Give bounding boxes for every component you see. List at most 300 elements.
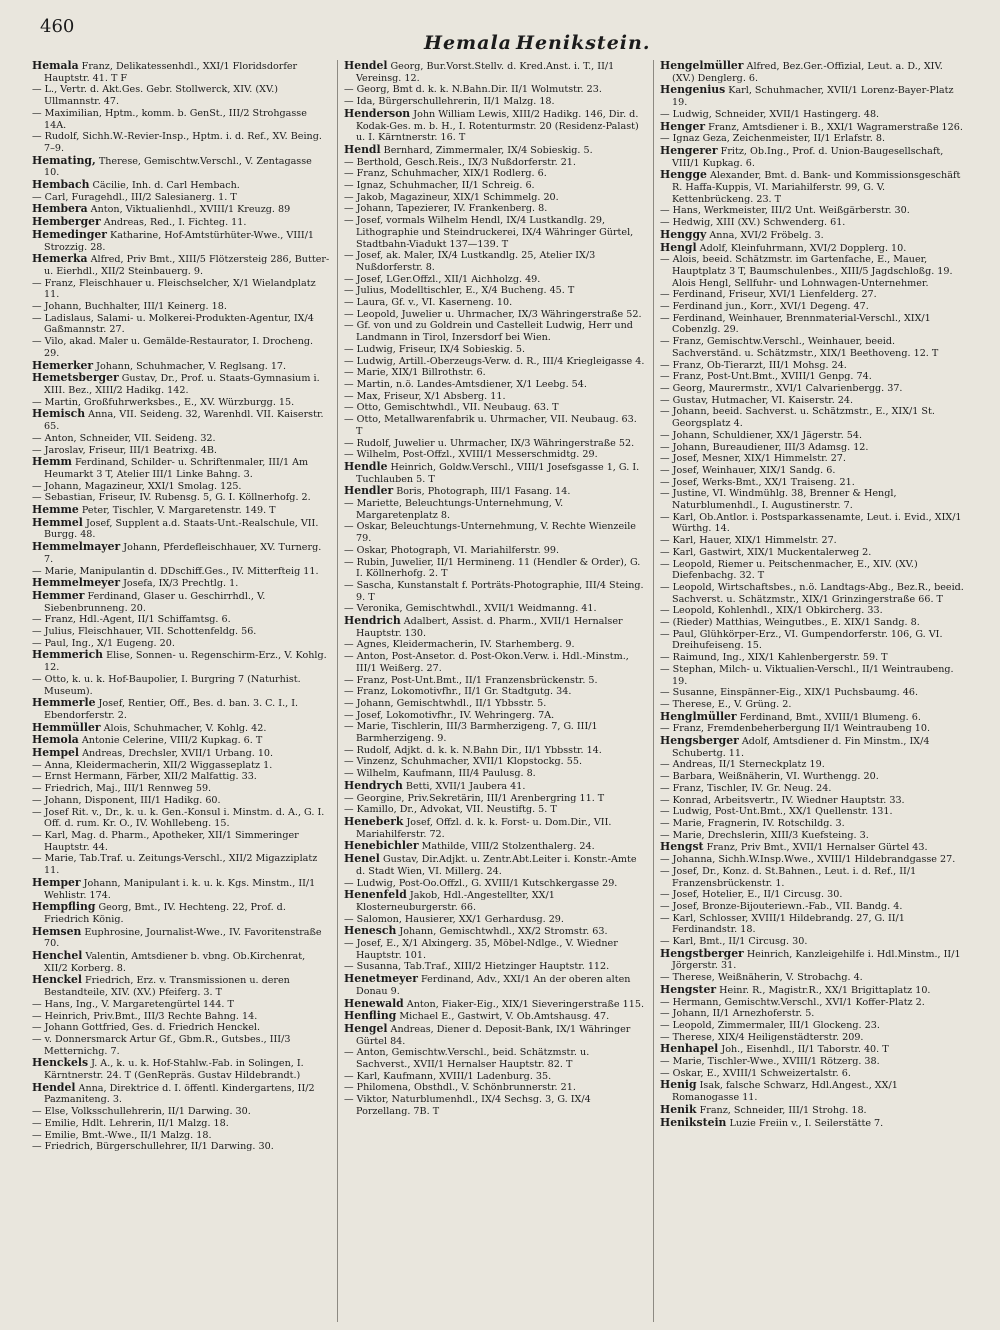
directory-entry xyxy=(344,674,646,687)
directory-entry xyxy=(344,792,646,805)
directory-column-2 xyxy=(344,60,646,1322)
entry-details: — Emilie, Bmt.-Wwe., II/1 Malzg. 18. xyxy=(32,1129,212,1141)
directory-entry xyxy=(660,900,966,913)
entry-details: — Karl, Gastwirt, XIX/1 Muckentalerweg 2. xyxy=(660,546,872,558)
directory-entry xyxy=(660,406,966,430)
directory-entry xyxy=(660,464,966,477)
directory-entry xyxy=(660,663,966,687)
entry-details: — Ignaz Geza, Zeichenmeister, II/1 Erlafstr. 8. xyxy=(660,133,885,145)
entry-details: — Stephan, Milch- u. Viktualien-Verschl., II/1 Weintraubeng. 19. xyxy=(660,663,954,687)
directory-entry xyxy=(660,1042,966,1056)
entry-details: — Josef, Weinhauer, XIX/1 Sandg. 6. xyxy=(660,464,836,476)
entry-details: — Hans, Werkmeister, III/2 Unt. Weißgärberstr. 30. xyxy=(660,205,910,217)
directory-entry xyxy=(32,540,330,565)
directory-entry xyxy=(344,142,646,157)
directory-entry xyxy=(32,875,330,901)
directory-entry xyxy=(660,289,966,301)
entry-details: — Ferdinand, Friseur, XVI/1 Lienfelderg. 27. xyxy=(660,289,877,301)
entry-details: Anna, XVI/2 Fröbelg. 3. xyxy=(709,229,824,241)
directory-entry xyxy=(660,476,966,489)
entry-surname: Hendrich xyxy=(344,614,401,628)
entry-details: — Rudolf, Adjkt. d. k. k. N.Bahn Dir., II/1 Ybbsstr. 14. xyxy=(344,744,602,756)
entry-details: Heinr. R., Magistr.R., XX/1 Brigittaplatz 10. xyxy=(719,984,931,996)
directory-entry xyxy=(344,1094,646,1117)
entry-details: Valentin, Amtsdiener b. vbng. Ob.Kirchenrat, XII/2 Korberg. 8. xyxy=(44,951,306,974)
entry-details: Bernhard, Zimmermaler, IX/4 Sobieskig. 5. xyxy=(383,144,593,156)
directory-entry xyxy=(660,429,966,442)
entry-details: Katharine, Hof-Amtstürhüter-Wwe., VIII/1 Strozzig. 28. xyxy=(44,229,315,253)
directory-entry xyxy=(344,84,646,96)
entry-details: — Max, Friseur, X/1 Absberg. 11. xyxy=(344,390,506,402)
directory-entry xyxy=(32,1117,330,1130)
entry-details: — Georgine, Priv.Sekretärin, III/1 Arenbergring 11. T xyxy=(344,792,605,804)
directory-entry xyxy=(660,371,966,383)
entry-details: — Otto, Gemischtwhdl., VII. Neubaug. 63. T xyxy=(344,402,559,414)
entry-surname: Henfling xyxy=(344,1009,397,1023)
directory-entry xyxy=(344,320,646,344)
directory-entry xyxy=(344,308,646,321)
entry-details: — Leopold, Kohlenhdl., XIX/1 Obkircherg. 33. xyxy=(660,605,883,617)
directory-entry xyxy=(660,709,966,724)
entry-details: — Josef, Bronze-Bijouteriewn.-Fab., VII. Bandg. 4. xyxy=(660,900,903,912)
entry-details: Gustav, Dr., Prof. u. Staats-Gymnasium i. XIII. Bez., XIII/2 Hadikg. 142. xyxy=(44,373,320,396)
directory-entry xyxy=(660,652,966,664)
directory-entry xyxy=(344,721,646,745)
entry-details: — Paul, Glühkörper-Erz., VI. Gumpendorferstr. 106, G. VI. Dreihufeiseng. 15. xyxy=(660,628,943,652)
entry-details: — Andreas, II/1 Sterneckplatz 19. xyxy=(660,759,825,771)
directory-entry xyxy=(32,759,330,772)
directory-column-3 xyxy=(660,60,966,1322)
directory-entry xyxy=(660,782,966,795)
entry-surname: Hendrych xyxy=(344,778,403,792)
entry-surname: Hengl xyxy=(660,240,697,254)
entry-details: — Maximilian, Hptm., komm. b. GenSt., III/2 Strohgasse 14A. xyxy=(32,107,307,131)
entry-details: — Wilhelm, Kaufmann, III/4 Paulusg. 8. xyxy=(344,768,536,780)
directory-entry xyxy=(344,390,646,403)
entry-details: Therese, Gemischtw.Verschl., V. Zentagasse 10. xyxy=(44,155,312,179)
entry-details: — Ludwig, Friseur, IX/4 Sobieskig. 5. xyxy=(344,343,526,355)
entry-details: — Susanne, Einspänner-Eig., XIX/1 Puchsbaumg. 46. xyxy=(660,687,919,699)
entry-details: — Josef, Lokomotivfhr., IV. Wehringerg. 7A. xyxy=(344,709,555,721)
entry-surname: Hendler xyxy=(344,484,394,498)
directory-entry xyxy=(344,1082,646,1094)
directory-entry xyxy=(32,1129,330,1142)
directory-entry xyxy=(344,449,646,461)
entry-surname: Hengstberger xyxy=(660,946,744,960)
entry-surname: Hendel xyxy=(32,1080,76,1094)
entry-details: — Friedrich, Bürgerschullehrer, II/1 Darwing. 30. xyxy=(32,1141,274,1153)
directory-entry xyxy=(344,521,646,545)
directory-entry xyxy=(344,180,646,192)
directory-entry xyxy=(344,579,646,603)
entry-surname: Hemmerich xyxy=(32,648,104,662)
directory-entry xyxy=(344,191,646,204)
entry-details: — Karl, Kaufmann, XVIII/1 Ladenburg. 35. xyxy=(344,1070,552,1082)
directory-entry xyxy=(32,396,330,409)
entry-surname: Henglmüller xyxy=(660,709,737,723)
entry-details: — Franz, Hdl.-Agent, II/1 Schiffamtsg. 6. xyxy=(32,614,231,626)
entry-details: — Karl, Mag. d. Pharm., Apotheker, XII/1 Simmeringer Hauptstr. 44. xyxy=(32,830,299,853)
entry-details: — Agnes, Kleidermacherin, IV. Starhemberg. 9. xyxy=(344,639,575,651)
entry-details: — Georg, Maurermstr., XVI/1 Calvarienbergg. 37. xyxy=(660,382,903,394)
directory-entry xyxy=(32,673,330,697)
running-header-right: Henikstein. xyxy=(516,32,651,54)
directory-entry xyxy=(660,829,966,842)
entry-details: — Martin, Großfuhrwerksbes., E., XV. Würzburgg. 15. xyxy=(32,396,295,408)
directory-entry xyxy=(660,818,966,830)
entry-details: — Johann, Schuldiener, XX/1 Jägerstr. 54. xyxy=(660,429,863,441)
entry-details: — Marie, Fragnerin, IV. Rotschildg. 3. xyxy=(660,818,845,829)
entry-details: — Johanna, Sichh.W.Insp.Wwe., XVIII/1 Hildebrandgasse 27. xyxy=(660,854,956,866)
entry-details: — Paul, Ing., X/1 Eugeng. 20. xyxy=(32,637,175,649)
entry-details: Franz, Schneider, III/1 Strohg. 18. xyxy=(699,1104,867,1116)
directory-entry xyxy=(660,217,966,229)
entry-details: — Franz, Post-Unt.Bmt., II/1 Franzensbrückenstr. 5. xyxy=(344,674,598,686)
entry-surname: Hemmer xyxy=(32,588,85,602)
directory-entry xyxy=(344,402,646,414)
directory-entry xyxy=(660,806,966,818)
directory-entry xyxy=(32,973,330,999)
directory-entry xyxy=(660,605,966,617)
directory-entry xyxy=(32,153,330,179)
directory-entry xyxy=(344,1009,646,1023)
entry-surname: Hemala xyxy=(32,60,79,72)
running-header-left: Hemala xyxy=(424,32,512,54)
directory-entry xyxy=(344,744,646,757)
directory-entry xyxy=(344,484,646,498)
entry-details: — Oskar, Photograph, VI. Mariahilferstr. 99. xyxy=(344,544,560,556)
entry-surname: Hemmel xyxy=(32,515,83,529)
directory-entry xyxy=(32,84,330,108)
entry-details: — Franz, Tischler, IV. Gr. Neug. 24. xyxy=(660,782,832,794)
entry-details: — Martin, n.ö. Landes-Amtsdiener, X/1 Leebg. 54. xyxy=(344,378,587,390)
entry-details: — Emilie, Hdlt. Lehrerin, II/1 Malzg. 18. xyxy=(32,1117,229,1129)
directory-entry xyxy=(344,709,646,722)
entry-details: Andreas, Red., I. Fichteg. 11. xyxy=(103,217,247,229)
directory-entry xyxy=(660,1008,966,1020)
entry-details: Franz, Amtsdiener i. B., XXI/1 Wagramerstraße 126. xyxy=(708,121,963,133)
entry-details: — Rudolf, Juwelier u. Uhrmacher, IX/3 Währingerstraße 52. xyxy=(344,437,635,449)
directory-entry xyxy=(660,382,966,395)
entry-details: — Vinzenz, Schuhmacher, XVII/1 Klopstockg. 55. xyxy=(344,756,582,768)
directory-entry xyxy=(344,156,646,169)
directory-entry xyxy=(660,301,966,313)
entry-details: — Konrad, Arbeitsvertr., IV. Wiedner Hauptstr. 33. xyxy=(660,794,905,806)
entry-details: — Hans, Ing., V. Margaretengürtel 144. T xyxy=(32,998,234,1010)
directory-entry xyxy=(660,1056,966,1068)
entry-details: — Josef, E., X/1 Alxingerg. 35, Möbel-Ndlge., V. Wiedner Hauptstr. 101. xyxy=(344,938,618,961)
entry-surname: Hempel xyxy=(32,746,80,760)
directory-entry xyxy=(344,852,646,877)
directory-entry xyxy=(344,355,646,368)
entry-details: Adalbert, Assist. d. Pharm., XVII/1 Hernalser Hauptstr. 130. xyxy=(356,616,623,639)
directory-entry xyxy=(660,312,966,336)
directory-entry xyxy=(32,806,330,830)
entry-details: — Leopold, Riemer u. Peitschenmacher, E., XIV. (XV.) Diefenbachg. 32. T xyxy=(660,558,918,582)
directory-entry xyxy=(32,924,330,950)
entry-surname: Hemberger xyxy=(32,215,101,229)
entry-details: — Ladislaus, Salami- u. Molkerei-Produkten-Agentur, IX/4 Gaßmannstr. 27. xyxy=(32,312,314,336)
directory-column-1 xyxy=(32,60,330,1322)
entry-surname: Hembera xyxy=(32,202,88,216)
entry-details: Alois, Schuhmacher, V. Kohlg. 42. xyxy=(103,722,267,734)
directory-entry xyxy=(660,617,966,629)
entry-details: — v. Donnersmarck Artur Gf., Gbm.R., Gutsbes., III/3 Metternichg. 7. xyxy=(32,1033,291,1057)
directory-entry xyxy=(344,686,646,698)
directory-entry xyxy=(660,982,966,997)
entry-details: Georg, Bur.Vorst.Stellv. d. Kred.Anst. i. T., II/1 Vereinsg. 12. xyxy=(356,61,615,84)
directory-entry xyxy=(32,1141,330,1153)
entry-surname: Henig xyxy=(660,1078,697,1092)
directory-entry xyxy=(344,938,646,961)
entry-details: Betti, XVII/1 Jaubera 41. xyxy=(405,780,526,792)
directory-entry xyxy=(660,687,966,699)
entry-details: Andreas, Drechsler, XVII/1 Urbang. 10. xyxy=(82,748,274,760)
entry-surname: Henesch xyxy=(344,924,397,938)
directory-entry xyxy=(660,581,966,605)
entry-details: — Therese, XIX/4 Heiligenstädterstr. 209. xyxy=(660,1031,864,1043)
entry-surname: Henewald xyxy=(344,996,404,1010)
entry-details: — Jaroslav, Friseur, III/1 Beatrixg. 4B. xyxy=(32,444,217,456)
entry-details: — Alois, beeid. Schätzmstr. im Gartenfache, E., Mauer, Hauptplatz 3 T, Baumschulenbes., XIII/5 Jagdschloßg. 19. Alois Hengl, Sellfuhr- und Lohnwagen-Unternehmer. xyxy=(660,254,953,289)
directory-entry xyxy=(32,998,330,1011)
entry-details: — Sascha, Kunstanstalt f. Porträts-Photographie, III/4 Steing. 9. T xyxy=(344,579,644,603)
directory-entry xyxy=(660,60,966,84)
entry-details: — Otto, k. u. k. Hof-Baupolier, I. Burgring 7 (Naturhist. Museum). xyxy=(32,673,301,697)
directory-entry xyxy=(32,733,330,747)
entry-details: — (Rieder) Matthias, Weingutbes., E. XIX/1 Sandg. 8. xyxy=(660,617,920,629)
entry-details: Jakob, Hdl.-Angestellter, XX/1 Klosterneuburgerstr. 66. xyxy=(356,890,555,913)
entry-details: — Justine, VI. Windmühlg. 38, Brenner & Hengl, Naturblumenhdl., I. Augustinerstr. 7. xyxy=(660,488,897,512)
directory-entry xyxy=(344,697,646,710)
entry-surname: Hempfling xyxy=(32,900,96,914)
entry-details: — Anton, Post-Ansetor. d. Post-Okon.Verw. i. Hdl.-Minstm., III/1 Weißerg. 27. xyxy=(344,651,629,674)
entry-details: — Oskar, Beleuchtungs-Unternehmung, V. Rechte Wienzeile 79. xyxy=(344,521,636,545)
entry-surname: Hemmelmeyer xyxy=(32,576,121,590)
directory-entry xyxy=(344,285,646,297)
entry-details: — Ernst Hermann, Färber, XII/2 Malfattig. 33. xyxy=(32,771,257,783)
entry-details: Josef, Supplent a.d. Staats-Unt.-Realschule, VII. Burgg. 48. xyxy=(44,517,319,541)
entry-details: Anna, Direktrice d. I. öffentl. Kindergartens, II/2 Pazmaniteng. 3. xyxy=(44,1082,315,1106)
directory-entry xyxy=(32,853,330,877)
directory-entry xyxy=(344,756,646,768)
directory-entry xyxy=(32,1010,330,1023)
directory-entry xyxy=(660,453,966,465)
entry-details: — Franz, Fleischhauer u. Fleischselcher, X/1 Wielandplatz 11. xyxy=(32,277,316,301)
directory-entry xyxy=(32,60,330,84)
entry-details: Andreas, Diener d. Deposit-Bank, IX/1 Währinger Gürtel 84. xyxy=(356,1023,631,1047)
entry-surname: Heneberk xyxy=(344,815,404,828)
directory-entry xyxy=(660,771,966,783)
directory-entry xyxy=(660,168,966,205)
directory-entry xyxy=(660,336,966,359)
entry-details: Gustav, Dir.Adjkt. u. Zentr.Abt.Leiter i. Konstr.-Amte d. Stadt Wien, VI. Millerg. 24. xyxy=(356,854,637,877)
entry-surname: Henel xyxy=(344,852,380,866)
entry-details: — Franz, Ob-Tierarzt, III/1 Mohsg. 24. xyxy=(660,359,847,371)
directory-entry xyxy=(344,996,646,1011)
entry-surname: Henchel xyxy=(32,949,83,963)
entry-details: — Josef, Hotelier, E., II/1 Circusg. 30. xyxy=(660,889,843,901)
entry-details: Mathilde, VIII/2 Stolzenthalerg. 24. xyxy=(421,841,595,853)
directory-entry xyxy=(660,394,966,407)
directory-entry xyxy=(660,1078,966,1104)
entry-details: Alfred, Priv Bmt., XIII/5 Flötzersteig 286, Butter- u. Eierhdl., XII/2 Steinbauerg. 9. xyxy=(44,254,330,277)
entry-details: — Anna, Kleidermacherin, XII/2 Wiggasseplatz 1. xyxy=(32,759,273,771)
entry-details: — Raimund, Ing., XIX/1 Kahlenbergerstr. 59. T xyxy=(660,652,888,664)
entry-details: — Ludwig, Schneider, XVII/1 Hastingerg. 48. xyxy=(660,108,880,120)
entry-details: — Johann, Buchhalter, III/1 Keinerg. 18. xyxy=(32,301,227,313)
entry-details: Boris, Photograph, III/1 Fasang. 14. xyxy=(396,486,571,498)
directory-entry xyxy=(660,1067,966,1080)
directory-entry xyxy=(660,759,966,771)
entry-details: — Marie, Tischler-Wwe., XVIII/1 Rötzerg. 38. xyxy=(660,1056,880,1068)
entry-details: — Franz, Fremdenbeherbergung II/1 Weintraubeng 10. xyxy=(660,723,931,735)
column-divider xyxy=(653,60,654,1322)
directory-entry xyxy=(660,546,966,559)
directory-entry xyxy=(344,544,646,557)
directory-entry xyxy=(660,83,966,109)
entry-details: — Ferdinand jun., Korr., XVI/1 Degeng. 47. xyxy=(660,301,869,313)
directory-entry xyxy=(660,240,966,255)
directory-entry xyxy=(32,371,330,396)
entry-details: Euphrosine, Journalist-Wwe., IV. Favoritenstraße 70. xyxy=(44,926,322,950)
directory-entry xyxy=(660,558,966,582)
directory-entry xyxy=(344,815,646,840)
entry-surname: Hemper xyxy=(32,875,81,889)
directory-entry xyxy=(32,444,330,457)
entry-details: Anton, Viktualienhdl., XVIII/1 Kreuzg. 89 xyxy=(90,204,291,216)
directory-entry xyxy=(660,972,966,984)
directory-entry xyxy=(344,924,646,938)
entry-details: — Therese, Weißnäherin, V. Strobachg. 4. xyxy=(660,972,863,984)
entry-surname: Hengsberger xyxy=(660,734,739,748)
directory-entry xyxy=(660,865,966,889)
entry-surname: Hendel xyxy=(344,60,388,72)
directory-entry xyxy=(32,515,330,541)
directory-entry xyxy=(660,488,966,512)
entry-details: — Otto, Metallwarenfabrik u. Uhrmacher, VII. Neubaug. 63. T xyxy=(344,414,637,437)
directory-entry xyxy=(32,1080,330,1106)
entry-details: — Therese, E., V. Grüng. 2. xyxy=(660,698,792,710)
directory-entry xyxy=(344,60,646,84)
entry-details: — Marie, Tischlerin, III/3 Barmherzigeng. 7, G. III/1 Barmherzigeng. 9. xyxy=(344,721,598,745)
entry-details: Josef, Rentier, Off., Bes. d. ban. 3. C. I., I. Ebendorferstr. 2. xyxy=(44,698,299,721)
entry-details: — Salomon, Hausierer, XX/1 Gerhardusg. 29. xyxy=(344,913,564,925)
entry-details: — Karl, Ob.Antlor. i. Postsparkassenamte, Leut. i. Evid., XIX/1 Würthg. 14. xyxy=(660,511,962,535)
directory-entry xyxy=(660,535,966,547)
entry-details: — Karl, Schlosser, XVIII/1 Hildebrandg. 27, G. II/1 Ferdinandstr. 18. xyxy=(660,912,905,936)
directory-entry xyxy=(32,588,330,614)
entry-details: John William Lewis, XIII/2 Hadikg. 146, Dir. d. Kodak-Ges. m. b. H., I. Rotenturmstr. 20 (Residenz-Palast) u. I. Kärntnerstr. 16. T xyxy=(356,108,639,144)
directory-entry xyxy=(344,437,646,450)
directory-entry xyxy=(344,498,646,521)
directory-entry xyxy=(660,205,966,217)
directory-entry xyxy=(32,277,330,301)
directory-entry xyxy=(32,432,330,445)
entry-details: Ferdinand, Glaser u. Geschirrhdl., V. Siebenbrunneng. 20. xyxy=(44,590,266,614)
directory-entry xyxy=(32,783,330,795)
directory-entry xyxy=(344,913,646,926)
entry-details: — Rubin, Juwelier, II/1 Hermineng. 11 (Hendler & Order), G. I. Köllnerhofg. 2. T xyxy=(344,556,641,580)
directory-entry xyxy=(344,1021,646,1047)
entry-surname: Henikstein xyxy=(660,1115,727,1129)
column-divider xyxy=(337,60,338,1322)
entry-details: — Laura, Gf. v., VI. Kaserneng. 10. xyxy=(344,297,513,309)
entry-details: Ferdinand, Adv., XXI/1 An der oberen alten Donau 9. xyxy=(356,974,631,997)
entry-details: — Hedwig, XIII (XV.) Schwenderg. 61. xyxy=(660,217,846,229)
directory-entry xyxy=(32,178,330,192)
entry-details: Luzie Freiin v., I. Seilerstätte 7. xyxy=(729,1117,884,1129)
entry-surname: Henckels xyxy=(32,1056,89,1070)
directory-entry xyxy=(344,459,646,485)
directory-entry xyxy=(344,343,646,356)
entry-details: — Barbara, Weißnäherin, VI. Wurthengg. 20. xyxy=(660,771,879,783)
directory-entry xyxy=(344,414,646,437)
entry-details: — Ludwig, Post-Oo.Offzl., G. XVIII/1 Kutschkergasse 29. xyxy=(344,877,618,889)
entry-details: — Vilo, akad. Maler u. Gemälde-Restaurator, I. Drocheng. 29. xyxy=(32,336,314,359)
directory-entry xyxy=(32,1106,330,1118)
directory-entry xyxy=(32,407,330,433)
entry-details: — Veronika, Gemischtwhdl., XVII/1 Weidmanng. 41. xyxy=(344,603,597,615)
entry-details: Fritz, Ob.Ing., Prof. d. Union-Baugesellschaft, VIII/1 Kupkag. 6. xyxy=(672,145,944,169)
entry-details: Josef, Offzl. d. k. k. Forst- u. Dom.Dir., VII. Mariahilferstr. 72. xyxy=(356,817,612,840)
entry-details: — Marie, Tab.Traf. u. Zeitungs-Verschl., XII/2 Migazziplatz 11. xyxy=(32,853,318,877)
entry-details: Karl, Schuhmacher, XVII/1 Lorenz-Bayer-Platz 19. xyxy=(672,85,954,109)
directory-entry xyxy=(32,576,330,590)
entry-details: — Josef, Dr., Konz. d. St.Bahnen., Leut. i. d. Ref., II/1 Franzensbrückenstr. 1. xyxy=(660,865,917,889)
directory-entry xyxy=(660,1019,966,1032)
entry-details: Antonie Celerine, VIII/2 Kupkag. 6. T xyxy=(81,735,263,747)
entry-details: — Josef, LGer.Offzl., XII/1 Aichholzg. 49. xyxy=(344,273,541,285)
directory-entry xyxy=(344,1070,646,1083)
entry-surname: Hemating, xyxy=(32,153,96,167)
entry-details: Joh., Eisenhdl., II/1 Taborstr. 40. T xyxy=(721,1044,889,1056)
entry-details: — Julius, Modelltischler, E., X/4 Bucheng. 45. T xyxy=(344,285,575,297)
entry-details: Heinrich, Goldw.Verschl., VIII/1 Josefsgasse 1, G. I. Tuchlauben 5. T xyxy=(356,461,640,485)
entry-surname: Henhapel xyxy=(660,1042,719,1056)
directory-entry xyxy=(32,312,330,336)
entry-surname: Hemedinger xyxy=(32,227,107,241)
entry-details: — Josef, ak. Maler, IX/4 Lustkandlg. 25, Atelier IX/3 Nußdorferstr. 8. xyxy=(344,250,596,273)
entry-details: — Johann, Magazineur, XXI/1 Smolag. 125. xyxy=(32,480,242,492)
entry-surname: Hemme xyxy=(32,503,79,517)
directory-entry xyxy=(660,794,966,807)
directory-entry xyxy=(32,771,330,783)
entry-details: — Johann, Bureaudiener, III/3 Adamsg. 12. xyxy=(660,441,869,453)
entry-details: — Karl, Bmt., II/1 Circusg. 30. xyxy=(660,936,808,948)
directory-entry xyxy=(344,168,646,180)
entry-surname: Henderson xyxy=(344,106,411,120)
entry-details: — Carl, Furagehdl., III/2 Salesianerg. 1. T xyxy=(32,191,237,203)
entry-details: — Ignaz, Schuhmacher, II/1 Schreig. 6. xyxy=(344,180,535,192)
directory-entry xyxy=(32,107,330,131)
entry-surname: Hemsen xyxy=(32,924,82,938)
entry-details: Franz, Priv Bmt., XVII/1 Hernalser Gürtel 43. xyxy=(706,842,928,854)
directory-entry xyxy=(660,854,966,866)
entry-details: — Hermann, Gemischtw.Verschl., XVI/1 Koffer-Platz 2. xyxy=(660,996,925,1008)
entry-details: — Mariette, Beleuchtungs-Unternehmung, V. Margaretenplatz 8. xyxy=(344,498,564,521)
entry-details: Anna, VII. Seideng. 32, Warenhdl. VII. Kaiserstr. 65. xyxy=(44,409,324,433)
entry-surname: Hemmüller xyxy=(32,720,101,734)
entry-details: — Marie, XIX/1 Billrothstr. 6. xyxy=(344,367,486,379)
entry-details: Johann, Schuhmacher, V. Reglsang. 17. xyxy=(96,360,287,372)
entry-details: J. A., k. u. k. Hof-Stahlw.-Fab. in Solingen, I. Kärntnerstr. 24. T (GenRepräs. Gustav Hildebrandt.) xyxy=(44,1058,304,1082)
entry-details: — Josef, vormals Wilhelm Hendl, IX/4 Lustkandlg. 29, Lithographie und Steindruckerei, IX/4 Währinger Gürtel, Stadtbahn-Viadukt 137—139. T xyxy=(344,215,634,250)
directory-entry xyxy=(344,250,646,273)
directory-entry xyxy=(32,720,330,735)
entry-details: Ferdinand, Bmt., XVIII/1 Blumeng. 6. xyxy=(739,711,921,723)
directory-entry xyxy=(32,696,330,721)
